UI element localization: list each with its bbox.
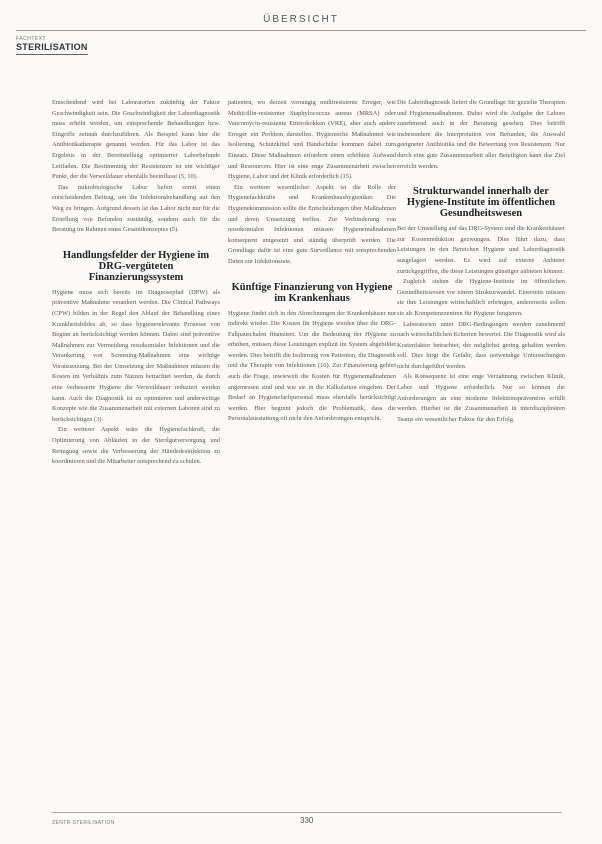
paragraph: Hygiene muss sich bereits im Diagnosepfad (DPW) als präventive Maßnahme verankert werden. Die Clinical Pathways (CPW) bilden in der Regel den Ablauf der Behandlung eines Krankheitsbildes ab, so dass hygienerelevante Prozesse von Beginn an berücksichtigt werden können. Dabei sind präventive Maßnahmen zur Vermeidung nosokomialer Infektionen und die Verankerung von Screening-Maßnahmen eine wichtige Voraussetzung. Bei der Umsetzung der Maßnahmen müssen die Kosten im Verhältnis zum Nutzen betrachtet werden, da durch eine verbesserte Hygiene die Verweildauer reduziert werden kann. Auch die Diagnostik ist zu optimieren und anderweitige Konzepte wie die Zusammenarbeit mit externen Laboren sind zu berücksichtigen (3). [52,288,220,423]
paragraph: Die Labordiagnostik liefert die Grundlage für gezielte Therapien und Hygienemaßnahmen. Dabei wird die Aufgabe der Labore zunehmend auch in der Beratung gesehen. Dies betrifft insbesondere die Interpretation von Befunden, die Auswahl geeigneter Antibiotika und die Bewertung von Resistenzen. Nur durch eine gute Zusammenarbeit aller Beteiligten kann das Ziel erreicht werden. [397,99,565,170]
paragraph: Ein weiterer wesentlicher Aspekt ist die Rolle der Hygienefachkräfte und Krankenhaushygieniker. Die Hygienekommission sollte die Entscheidungen über Maßnahmen und deren Umsetzung treffen. Zur Verhinderung von nosokomialen Infektionen müssen Hygienemaßnahmen konsequent umgesetzt und ständig überprüft werden. Die Grundlage dafür ist eine gute Surveillance mit entsprechenden Daten zur Infektionsrate. [228,183,396,265]
header-rule [16,30,586,31]
paragraph: Laboratorien unter DRG-Bedingungen werden zunehmend nach wirtschaftlichen Kriterien bewertet. Die Diagnostik wird als Kostenfaktor betrachtet, der möglichst gering gehalten werden soll. Dies birgt die Gefahr, dass notwendige Untersuchungen nicht durchgeführt werden. [397,320,565,370]
paragraph: Ein weiterer Aspekt wäre die Hygienefachkraft, die Optimierung von Abläufen in der Sterilgutversorgung und Reinigung sowie die Verbesserung der Händedesinfektion zu koordinieren und die Mitarbeiter entsprechend zu schulen. [52,426,220,466]
text-column-1 [52,98,220,468]
paragraph: Bei der Umstellung auf das DRG-System sind die Krankenhäuser zur Kostenreduktion gezwungen. Dies führt dazu, dass Leistungen in den Bereichen Hygiene und Labordiagnostik ausgelagert werden. Es wird auf externe Anbieter zurückgegriffen, die diese Leistungen günstiger anbieten können. [397,225,565,275]
paragraph: patienten, wo derzeit vorrangig multiresistente Erreger, wie Methicillin-resistenter Staphylococcus aureus (MRSA) oder Vancomycin-resistente Enterokokken (VRE), aber auch andere Erreger ein Problem darstellen. Hygienische Maßnahmen wie Isolierung, Schutzkittel und Handschuhe kommen dabei zum Einsatz. Diese Maßnahmen erfordern einen erhöhten Aufwand und Ressourcen. Hier ist eine enge Zusammenarbeit zwischen Hygiene, Labor und der Klinik erforderlich (15). [228,99,396,181]
paragraph: Als Konsequenz ist eine enge Verzahnung zwischen Klinik, Labor und Hygiene erforderlich. Nur so können die Anforderungen an eine moderne Infektionsprävention erfüllt werden. Hierbei ist die Zusammenarbeit in interdisziplinären Teams ein wesentlicher Faktor für den Erfolg. [397,373,565,423]
paragraph: Entscheidend wird bei Laboratorien zukünftig der Faktor Geschwindigkeit sein. Die Geschwindigkeit der Labordiagnostik muss erhöht werden, um entsprechende Behandlungen bzw. Eingriffe zeitnah durchzuführen. Als Beispiel kann hier die Antibiotikatherapie genannt werden. Für das Labor ist das Ergebnis in der Bereitstellung optimierter Laborbefunde Leitfaden. Die Bestimmung der Resistenzen ist ein wichtiger Punkt, der die Verweildauer ebenfalls beeinflusst (5, 10). [52,99,220,181]
paragraph: Zugleich stehen die Hygiene-Institute im öffentlichen Gesundheitswesen vor einem Strukturwandel. Einerseits müssen sie ihre Leistungen wirtschaftlich erbringen, andererseits sollen sie als Kompetenzzentren für Hygiene fungieren. [397,278,565,317]
footer-publication: ZENTR STERILISATION [52,820,115,826]
section-kicker: FACHTEXT [16,36,47,42]
paragraph: Hygiene findet sich in den Abrechnungen der Krankenhäuser nur indirekt wieder. Die Kosten für Hygiene werden über die DRG-Fallpauschalen finanziert. Um die Bedeutung der Hygiene zu erhöhen, müssen diese Leistungen explizit im System abgebildet werden. Dies betrifft die Isolierung von Patienten, die Diagnostik und die Therapie von Infektionen (16). Zur Finanzierung gehört auch die Frage, inwieweit die Kosten für Hygienemaßnahmen angemessen sind und wie sie in die Kalkulation eingehen. Der Bedarf an Hygienefachpersonal muss ebenfalls berücksichtigt werden. Hier beginnt jedoch die Problematik, dass die Personalausstattung oft nicht den Anforderungen entspricht. [228,309,396,423]
page-number: 330 [300,816,314,825]
text-column-2 [228,98,396,425]
text-column-3 [397,98,565,425]
section-rule [16,54,88,55]
paragraph: Das mikrobiologische Labor liefert somit einen entscheidenden Beitrag, um die Infektionsbehandlung auf den Weg zu bringen. Aufgrund dessen ist das Labor nicht nur für die Erstellung von Befunden zuständig, sondern auch für die Beratung im Rahmen eines Gesamtkonzeptes (5). [52,183,220,234]
subheading: Handlungsfelder der Hygiene im DRG-vergüteten Finanzierungssystem [62,249,210,283]
section-title: STERILISATION [16,42,88,52]
footer-rule [52,812,562,813]
subheading: Künftige Finanzierung von Hygiene im Krankenhaus [231,281,393,304]
subheading: Strukturwandel innerhalb der Hygiene-Institute im öffentlichen Gesundheitswesen [406,186,556,220]
running-head: ÜBERSICHT [263,14,339,25]
